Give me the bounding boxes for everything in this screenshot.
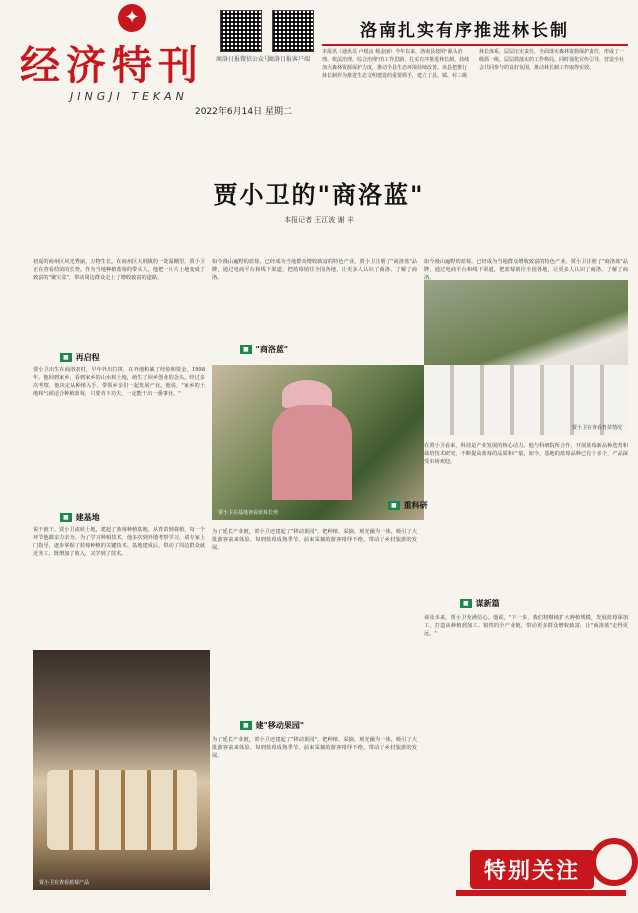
farmer-photo bbox=[212, 365, 424, 520]
badge-ring-icon bbox=[590, 838, 638, 886]
section-tag-icon: ■ bbox=[240, 721, 252, 730]
product-bags bbox=[47, 770, 197, 850]
badge-label: 特别关注 bbox=[470, 850, 594, 889]
top-story-body: 本报讯（通讯员 卢根良 杨金丽）今年以来，洛南县按照"源头治理、依法治理、综合治理"的工作思路，扎实有序推进林长制，持续加大森林资源保护力度，推动全县生态环境持续改善。该县把推行林长制作为推进生态文明建设的重要抓手，建立了县、镇、村三级林长体系，层层压实责任，全面落实森林资源保护责任，形成了一级抓一级、层层抓落实的工作格局。同时强化宣传引导，营造全社会共同参与的良好氛围，推动林长制工作取得实效。 bbox=[322, 49, 625, 79]
section-heading: ■ 建"移动果园" bbox=[240, 720, 304, 731]
issue-date: 2022年6月14日 星期二 bbox=[195, 107, 292, 117]
intro-paragraph: 初夏的商州区风光秀丽，万物生长。在商州区大荆镇的一处温棚里，贾小卫正在查看幼苗的长势。作为当地种植蓝莓的带头人，他把一片片土地变成了致富的"聚宝盆"，带动周边群众走上了增收致富的道路。 bbox=[33, 259, 205, 281]
section-paragraph: 贾小卫出生在商洛农村，早年外出打拼，在外地积累了经验和资金。1998年，他回到家乡，看到家乡的山水和土地，萌生了回乡创业的念头。经过多次考察，他决定从种植入手，带领乡亲们一起发展产业。他说，"家乡的土地和气候适合种植蓝莓，只要肯下功夫，一定能干出一番事业。" bbox=[33, 367, 205, 397]
photo-caption: 贾小卫在基地查看蓝莓长势 bbox=[218, 510, 279, 516]
section-tag-icon: ■ bbox=[60, 513, 72, 522]
section-paragraph: 谈及未来，贾小卫充满信心。他说，"下一步，我们将继续扩大种植规模，发展蓝莓深加工，打造从种植到加工、销售的全产业链，带动更多群众增收致富，让"商洛蓝"走得更远。" bbox=[424, 615, 628, 637]
qr-label: 商洛日报微信公众号 bbox=[216, 56, 271, 63]
seedling-photo bbox=[424, 280, 628, 435]
qr-code-icon[interactable] bbox=[272, 10, 314, 52]
section-paragraph: 如今漫山遍野的蓝莓，已经成为当地群众增收致富的特色产业。贾小卫注册了"商洛蓝"品牌，通过电商平台和线下渠道，把蓝莓销往全国各地，让更多人认识了商洛、了解了商洛。 bbox=[424, 259, 628, 280]
section-paragraph: 为了延长产业链，贾小卫还建起了"移动果园"，把种植、采摘、观光融为一体，吸引了大批游客前来体验。每到蓝莓成熟季节，前来采摘的游客络绎不绝，带动了乡村旅游的发展。 bbox=[212, 529, 417, 551]
masthead-pinyin: JINGJI TEKAN bbox=[70, 90, 188, 103]
section-heading: ■ 谋新篇 bbox=[460, 598, 500, 609]
main-headline[interactable]: 贾小卫的"商洛蓝" bbox=[213, 181, 425, 209]
section-heading: ■ 建基地 bbox=[60, 512, 100, 523]
section-paragraph: 如今漫山遍野的蓝莓，已经成为当地群众增收致富的特色产业。贾小卫注册了"商洛蓝"品牌，通过电商平台和线下渠道，把蓝莓销往全国各地，让更多人认识了商洛、了解了商洛。 bbox=[212, 259, 417, 281]
section-heading: ■ 再启程 bbox=[60, 352, 100, 363]
masthead-title: 经济特刊 bbox=[20, 43, 204, 89]
qr-label: 商洛日报客户端 bbox=[268, 56, 311, 63]
special-focus-badge bbox=[450, 830, 626, 906]
section-paragraph: 在贾小卫看来，科技是产业发展的核心动力。他与科研院所合作，开展蓝莓新品种选育和栽培技术研究，不断提高蓝莓的品质和产量。如今，基地的蓝莓品种已有十多个，产品深受市场欢迎。 bbox=[424, 443, 628, 465]
newspaper-emblem-icon: ✦ bbox=[118, 4, 146, 32]
qr-code-icon[interactable] bbox=[220, 10, 262, 52]
section-tag-icon: ■ bbox=[240, 345, 252, 354]
section-paragraph: 说干就干。贾小卫流转土地，建起了蓝莓种植基地，从育苗到栽植，每一个环节他都亲力亲为。为了学习种植技术，他多次到外地考察学习，请专家上门指导，逐步掌握了蓝莓种植的关键技术。基地建成后，带动了周边群众就近务工，既增加了收入，又学到了技术。 bbox=[33, 527, 205, 557]
section-heading: ■ "商洛蓝" bbox=[240, 344, 288, 355]
section-heading: ■ 重科研 bbox=[388, 500, 428, 511]
section-paragraph: 为了延长产业链，贾小卫还建起了"移动果园"，把种植、采摘、观光融为一体，吸引了大批游客前来体验。每到蓝莓成熟季节，前来采摘的游客络绎不绝，带动了乡村旅游的发展。 bbox=[212, 737, 417, 759]
product-photo bbox=[33, 650, 210, 890]
byline: 本报记者 王江波 谢 丰 bbox=[284, 216, 354, 224]
photo-caption: 贾小卫在查看育苗情况 bbox=[571, 425, 622, 431]
section-tag-icon: ■ bbox=[460, 599, 472, 608]
top-story-headline[interactable]: 洛南扎实有序推进林长制 bbox=[360, 21, 569, 41]
photo-caption: 贾小卫在查看蓝莓产品 bbox=[39, 880, 90, 886]
divider bbox=[322, 44, 628, 46]
section-tag-icon: ■ bbox=[388, 501, 400, 510]
section-tag-icon: ■ bbox=[60, 353, 72, 362]
badge-bar bbox=[456, 890, 626, 896]
